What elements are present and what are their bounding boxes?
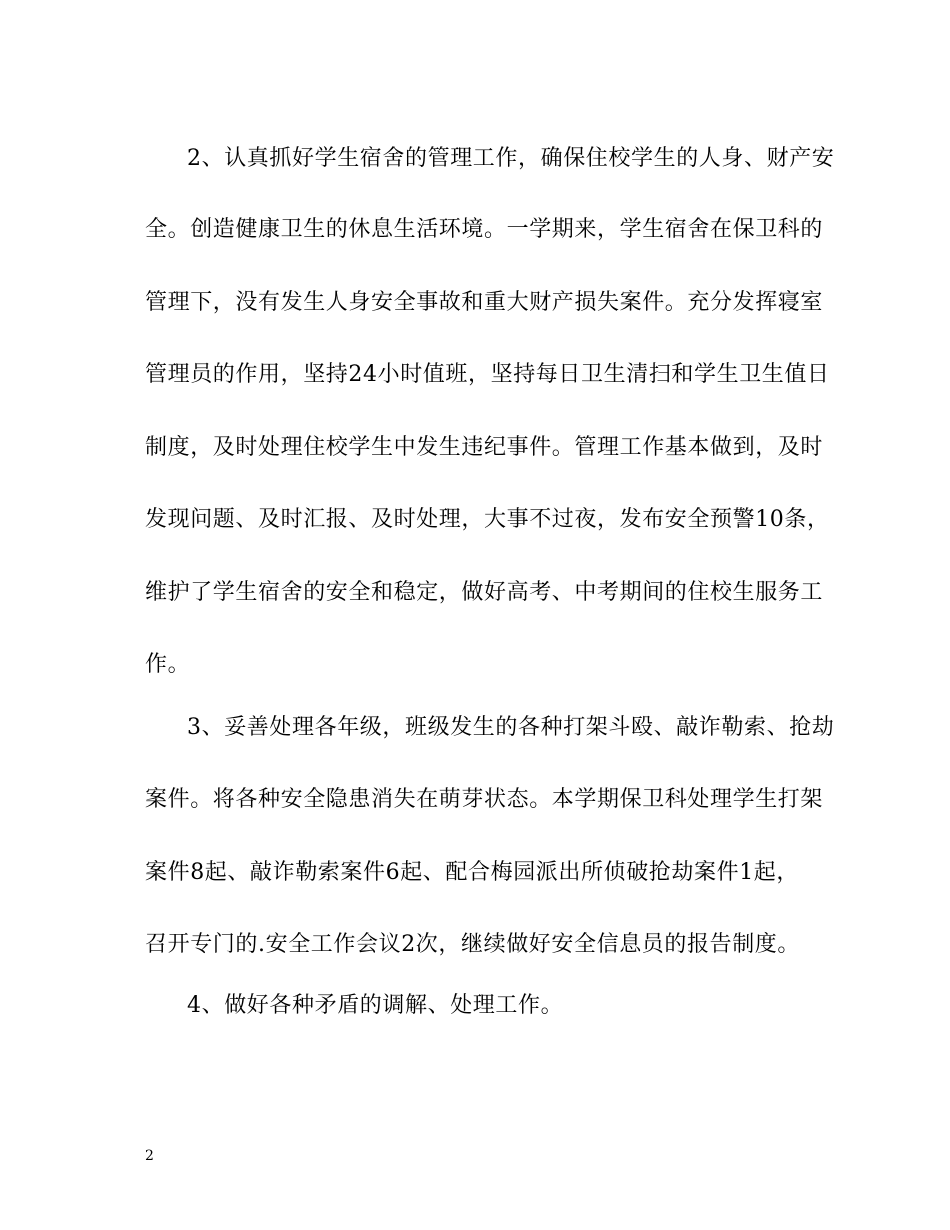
paragraph-2-line-5: 制度，及时处理住校学生中发生违纪事件。管理工作基本做到，及时: [145, 435, 824, 460]
paragraph-2-line-8: 作。: [145, 652, 191, 677]
paragraph-2-line-6: 发现问题、及时汇报、及时处理，大事不过夜，发布安全预警10条，: [145, 507, 830, 532]
paragraph-2-line-2: 全。创造健康卫生的休息生活环境。一学期来，学生宿舍在保卫科的: [145, 217, 824, 242]
paragraph-3-line-2: 案件。将各种安全隐患消失在萌芽状态。本学期保卫科处理学生打架: [145, 787, 824, 812]
paragraph-3-line-1: 3、妥善处理各年级，班级发生的各种打架斗殴、敲诈勒索、抢劫: [187, 715, 835, 740]
paragraph-2-line-1: 2、认真抓好学生宿舍的管理工作，确保住校学生的人身、财产安: [187, 146, 835, 171]
paragraph-2-line-4: 管理员的作用，坚持24小时值班，坚持每日卫生清扫和学生卫生值日: [145, 362, 830, 387]
page-number: 2: [145, 1148, 154, 1164]
paragraph-3-line-3: 案件8起、敲诈勒索案件6起、配合梅园派出所侦破抢劫案件1起，: [145, 860, 799, 885]
paragraph-2-line-7: 维护了学生宿舍的安全和稳定，做好高考、中考期间的住校生服务工: [145, 580, 824, 605]
paragraph-3-line-4: 召开专门的.安全工作会议2次，继续做好安全信息员的报告制度。: [145, 932, 800, 957]
paragraph-4-line-1: 4、做好各种矛盾的调解、处理工作。: [187, 993, 564, 1018]
paragraph-2-line-3: 管理下，没有发生人身安全事故和重大财产损失案件。充分发挥寝室: [145, 290, 824, 315]
